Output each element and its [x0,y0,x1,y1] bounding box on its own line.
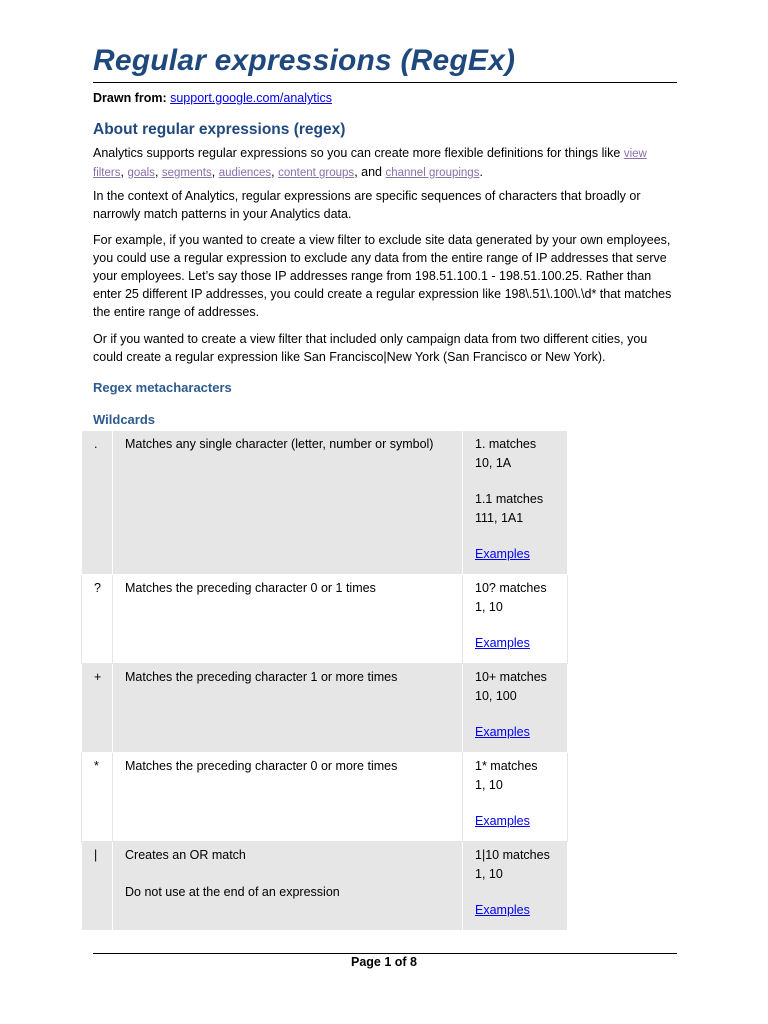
row-examples [463,431,568,575]
title-divider [93,82,677,83]
description-note: Do not use at the end of an expression [125,884,340,899]
example-line: 1. matches [475,437,537,451]
about-paragraph-3: For example, if you wanted to create a view filter to exclude site data generated by your own employees, you could use a regular expression to exclude any data from the entire range of IP addresses that serve your employees. Let’s say those IP addresses range from 198.51.100.1 - 198.51.100.25. Rather than enter 25 different IP addresses, you could create a regular expression like 198\.51\.100\.\d* that matches the entire range of addresses. [93,233,672,319]
row-description: Matches the preceding character 0 or 1 times [113,575,463,664]
row-description: Matches the preceding character 0 or more times [113,753,463,842]
row-description [113,842,463,931]
row-examples [463,842,568,931]
about-paragraph-4 [93,330,677,366]
example-line: 1, 10 [475,866,503,881]
example-line: 1, 10 [475,599,503,614]
example-line: 10? matches [475,581,547,595]
link-audiences[interactable]: audiences [218,167,272,179]
row-examples [463,753,568,842]
about-paragraph-1: Analytics supports regular expressions so you can create more flexible definitions for things like view filters, goals, segments, audiences, content groups, and channel groupings. [93,146,647,179]
document-title: Regular expressions (RegEx) [93,44,516,77]
row-examples [463,664,568,753]
description-line: Creates an OR match [125,848,246,862]
about-p1-and: , and [354,165,386,179]
example-line: 1.1 matches [475,492,544,506]
example-line: 1|10 matches [475,848,550,862]
example-line: 1* matches [475,759,538,773]
row-symbol: ? [82,575,113,664]
about-paragraph-2: In the context of Analytics, regular expressions are specific sequences of characters that broadly or narrowly match patterns in your Analytics data. [93,189,641,221]
link-content-groups[interactable]: content groups [278,167,355,179]
about-p4-text: Or if you wanted to create a view filter that included only campaign data from two different cities, you could create a regular expression like [93,332,648,364]
link-channel-groupings[interactable]: channel groupings [385,167,480,179]
link-view-filters[interactable]: view filters [93,148,647,179]
examples-link[interactable]: Examples [475,547,530,561]
example-line: 10, 1A [475,455,512,470]
row-symbol: + [82,664,113,753]
about-heading: About regular expressions (regex) [93,121,346,138]
example-line: 10, 100 [475,688,517,703]
example-line: 1, 10 [475,777,503,792]
example-line: 111, 1A1 [475,510,524,525]
about-p4-code: San Francisco|New York [303,350,440,364]
examples-link[interactable]: Examples [475,903,530,917]
about-p4-end: (San Francisco or New York). [439,350,606,364]
row-description: Matches any single character (letter, number or symbol) [113,431,463,575]
row-symbol: . [82,431,113,575]
table-row [82,575,568,664]
table-row [82,664,568,753]
example-line: 10+ matches [475,670,547,684]
examples-link[interactable]: Examples [475,636,530,650]
link-goals[interactable]: goals [127,167,155,179]
page-number: Page 1 of 8 [351,955,417,969]
row-symbol: | [82,842,113,931]
table-row [82,753,568,842]
link-segments[interactable]: segments [161,167,212,179]
examples-link[interactable]: Examples [475,725,530,739]
metacharacters-heading: Regex metacharacters [93,380,232,395]
footer-divider [93,953,677,954]
row-description: Matches the preceding character 1 or more times [113,664,463,753]
table-row [82,431,568,575]
source-label: Drawn from: [93,91,167,105]
table-row [82,842,568,931]
row-symbol: * [82,753,113,842]
wildcards-heading: Wildcards [93,412,156,427]
about-p1-end: . [479,165,483,179]
row-examples [463,575,568,664]
source-link[interactable]: support.google.com/analytics [170,91,333,105]
examples-link[interactable]: Examples [475,814,530,828]
wildcards-table [81,430,568,931]
about-p1-text: Analytics supports regular expressions so you can create more flexible definitions for things like [93,146,624,160]
source-line [93,91,332,105]
